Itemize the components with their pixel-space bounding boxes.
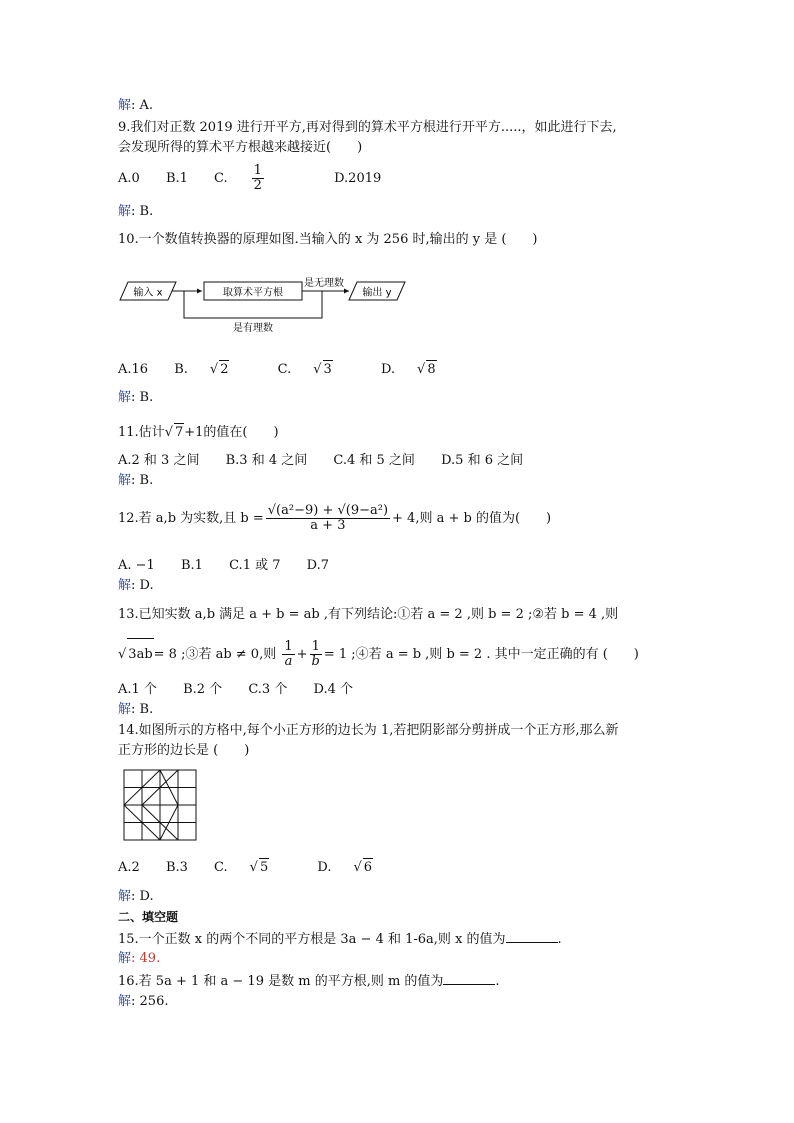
q9-options: [118, 164, 403, 193]
q14-option-b: B.3: [165, 860, 188, 875]
flow-output-label: 输出 y: [362, 287, 392, 299]
q12-option-c: C.1 或 7: [229, 558, 281, 573]
flow-no-label: 是有理数: [233, 323, 273, 334]
q12-stem: 12.若 a,b 为实数,且 b = $\frac{\text{√(a²−9) + √(9−a²)}}{a + 3}$ + 4,则 a + b 的值为( ): [118, 503, 552, 533]
q13-option-a: A.1 个: [118, 682, 157, 697]
q16-stem: 16.若 5a + 1 和 a − 19 是数 m 的平方根,则 m 的值为 .: [118, 974, 500, 989]
q13-options: [118, 681, 375, 699]
q9-option-a: A.0: [118, 171, 140, 186]
answer-11: 解: B.: [118, 473, 154, 488]
answer-16: 解: 256.: [118, 994, 169, 1009]
q14-line2: 正方形的边长是 ( ): [118, 743, 250, 758]
answer-10: 解: B.: [118, 390, 154, 405]
q14-option-a: A.2: [118, 860, 140, 875]
q10-stem: 10.一个数值转换器的原理如图.当输入的 x 为 256 时,输出的 y 是 ( ): [118, 232, 538, 247]
q11-option-c: C.4 和 5 之间: [333, 453, 415, 468]
converter-flowchart: [118, 272, 408, 338]
answer-9: 解: B.: [118, 204, 154, 219]
q9-option-b: B.1: [165, 171, 188, 186]
q12-option-d: D.7: [306, 558, 330, 573]
flow-process-label: 取算术平方根: [223, 287, 283, 299]
q9-line2: 会发现所得的算术平方根越来越接近( ): [118, 140, 363, 155]
q11-option-b: B.3 和 4 之间: [225, 453, 308, 468]
flow-yes-label: 是无理数: [304, 278, 344, 289]
q14-options: [118, 858, 417, 877]
q13-option-c: C.3 个: [248, 682, 288, 697]
q9-option-c: C. $\frac{1}{2}$: [214, 164, 308, 193]
q13-line2: √ 3ab= 8 ;③若 ab ≠ 0,则 $\frac{1}{a}$ + $\frac{1}{b}$ = 1 ;④若 a = b ,则 b = 2 . 其中一定正确的有 ( ): [118, 639, 639, 669]
q13-option-b: B.2 个: [183, 682, 223, 697]
answer-label: 解: [118, 98, 132, 113]
q14-option-d: D. √ 6: [317, 860, 373, 875]
q10-option-b: B. √ 2: [174, 362, 229, 377]
answer-8: [118, 97, 153, 115]
fill-blank[interactable]: [443, 972, 495, 985]
section-heading: 二、填空题: [118, 910, 179, 924]
q13-option-d: D.4 个: [313, 682, 353, 697]
q9-line1: 9.我们对正数 2019 进行开平方,再对得到的算术平方根进行开平方.....，如此进行下去,: [118, 120, 617, 135]
q11-options: [118, 452, 545, 470]
q11-stem: 11.估计√ 7+1的值在( ): [118, 425, 279, 440]
q11-option-a: A.2 和 3 之间: [118, 453, 200, 468]
q14-line1: 14.如图所示的方格中,每个小正方形的边长为 1,若把阴影部分剪拼成一个正方形,那么新: [118, 723, 619, 738]
q12-options: [118, 557, 351, 575]
answer-15: 解: 49.: [118, 951, 161, 966]
q10-option-c: C. √ 3: [277, 362, 332, 377]
q12-fraction: $\frac{\text{√(a²−9) + √(9−a²)}}{a + 3}$: [267, 503, 389, 533]
q15-stem: 15.一个正数 x 的两个不同的平方根是 3a − 4 和 1-6a,则 x 的值为 .: [118, 932, 562, 947]
q10-option-a: A.16: [118, 362, 149, 377]
fill-blank[interactable]: [506, 930, 558, 943]
q9-option-d: D.2019: [334, 171, 382, 186]
q11-option-d: D.5 和 6 之间: [441, 453, 524, 468]
answer-14: 解: D.: [118, 889, 154, 904]
q10-options: [118, 360, 481, 379]
answer-13: 解: B.: [118, 702, 154, 717]
q14-option-c: C. √ 5: [214, 860, 269, 875]
q10-option-d: D. √ 8: [380, 362, 436, 377]
q13-line1: 13.已知实数 a,b 满足 a + b = ab ,有下列结论:①若 a = 2 ,则 b = 2 ;②若 b = 4 ,则: [118, 607, 619, 622]
q12-option-b: B.1: [180, 558, 203, 573]
answer-12: 解: D.: [118, 578, 154, 593]
fraction-half: $\frac{1}{2}$: [253, 163, 262, 193]
flow-input-label: 输入 x: [133, 287, 163, 299]
grid-figure: [123, 769, 197, 841]
q12-option-a: A. −1: [118, 558, 155, 573]
answer-value: : A.: [131, 98, 154, 113]
